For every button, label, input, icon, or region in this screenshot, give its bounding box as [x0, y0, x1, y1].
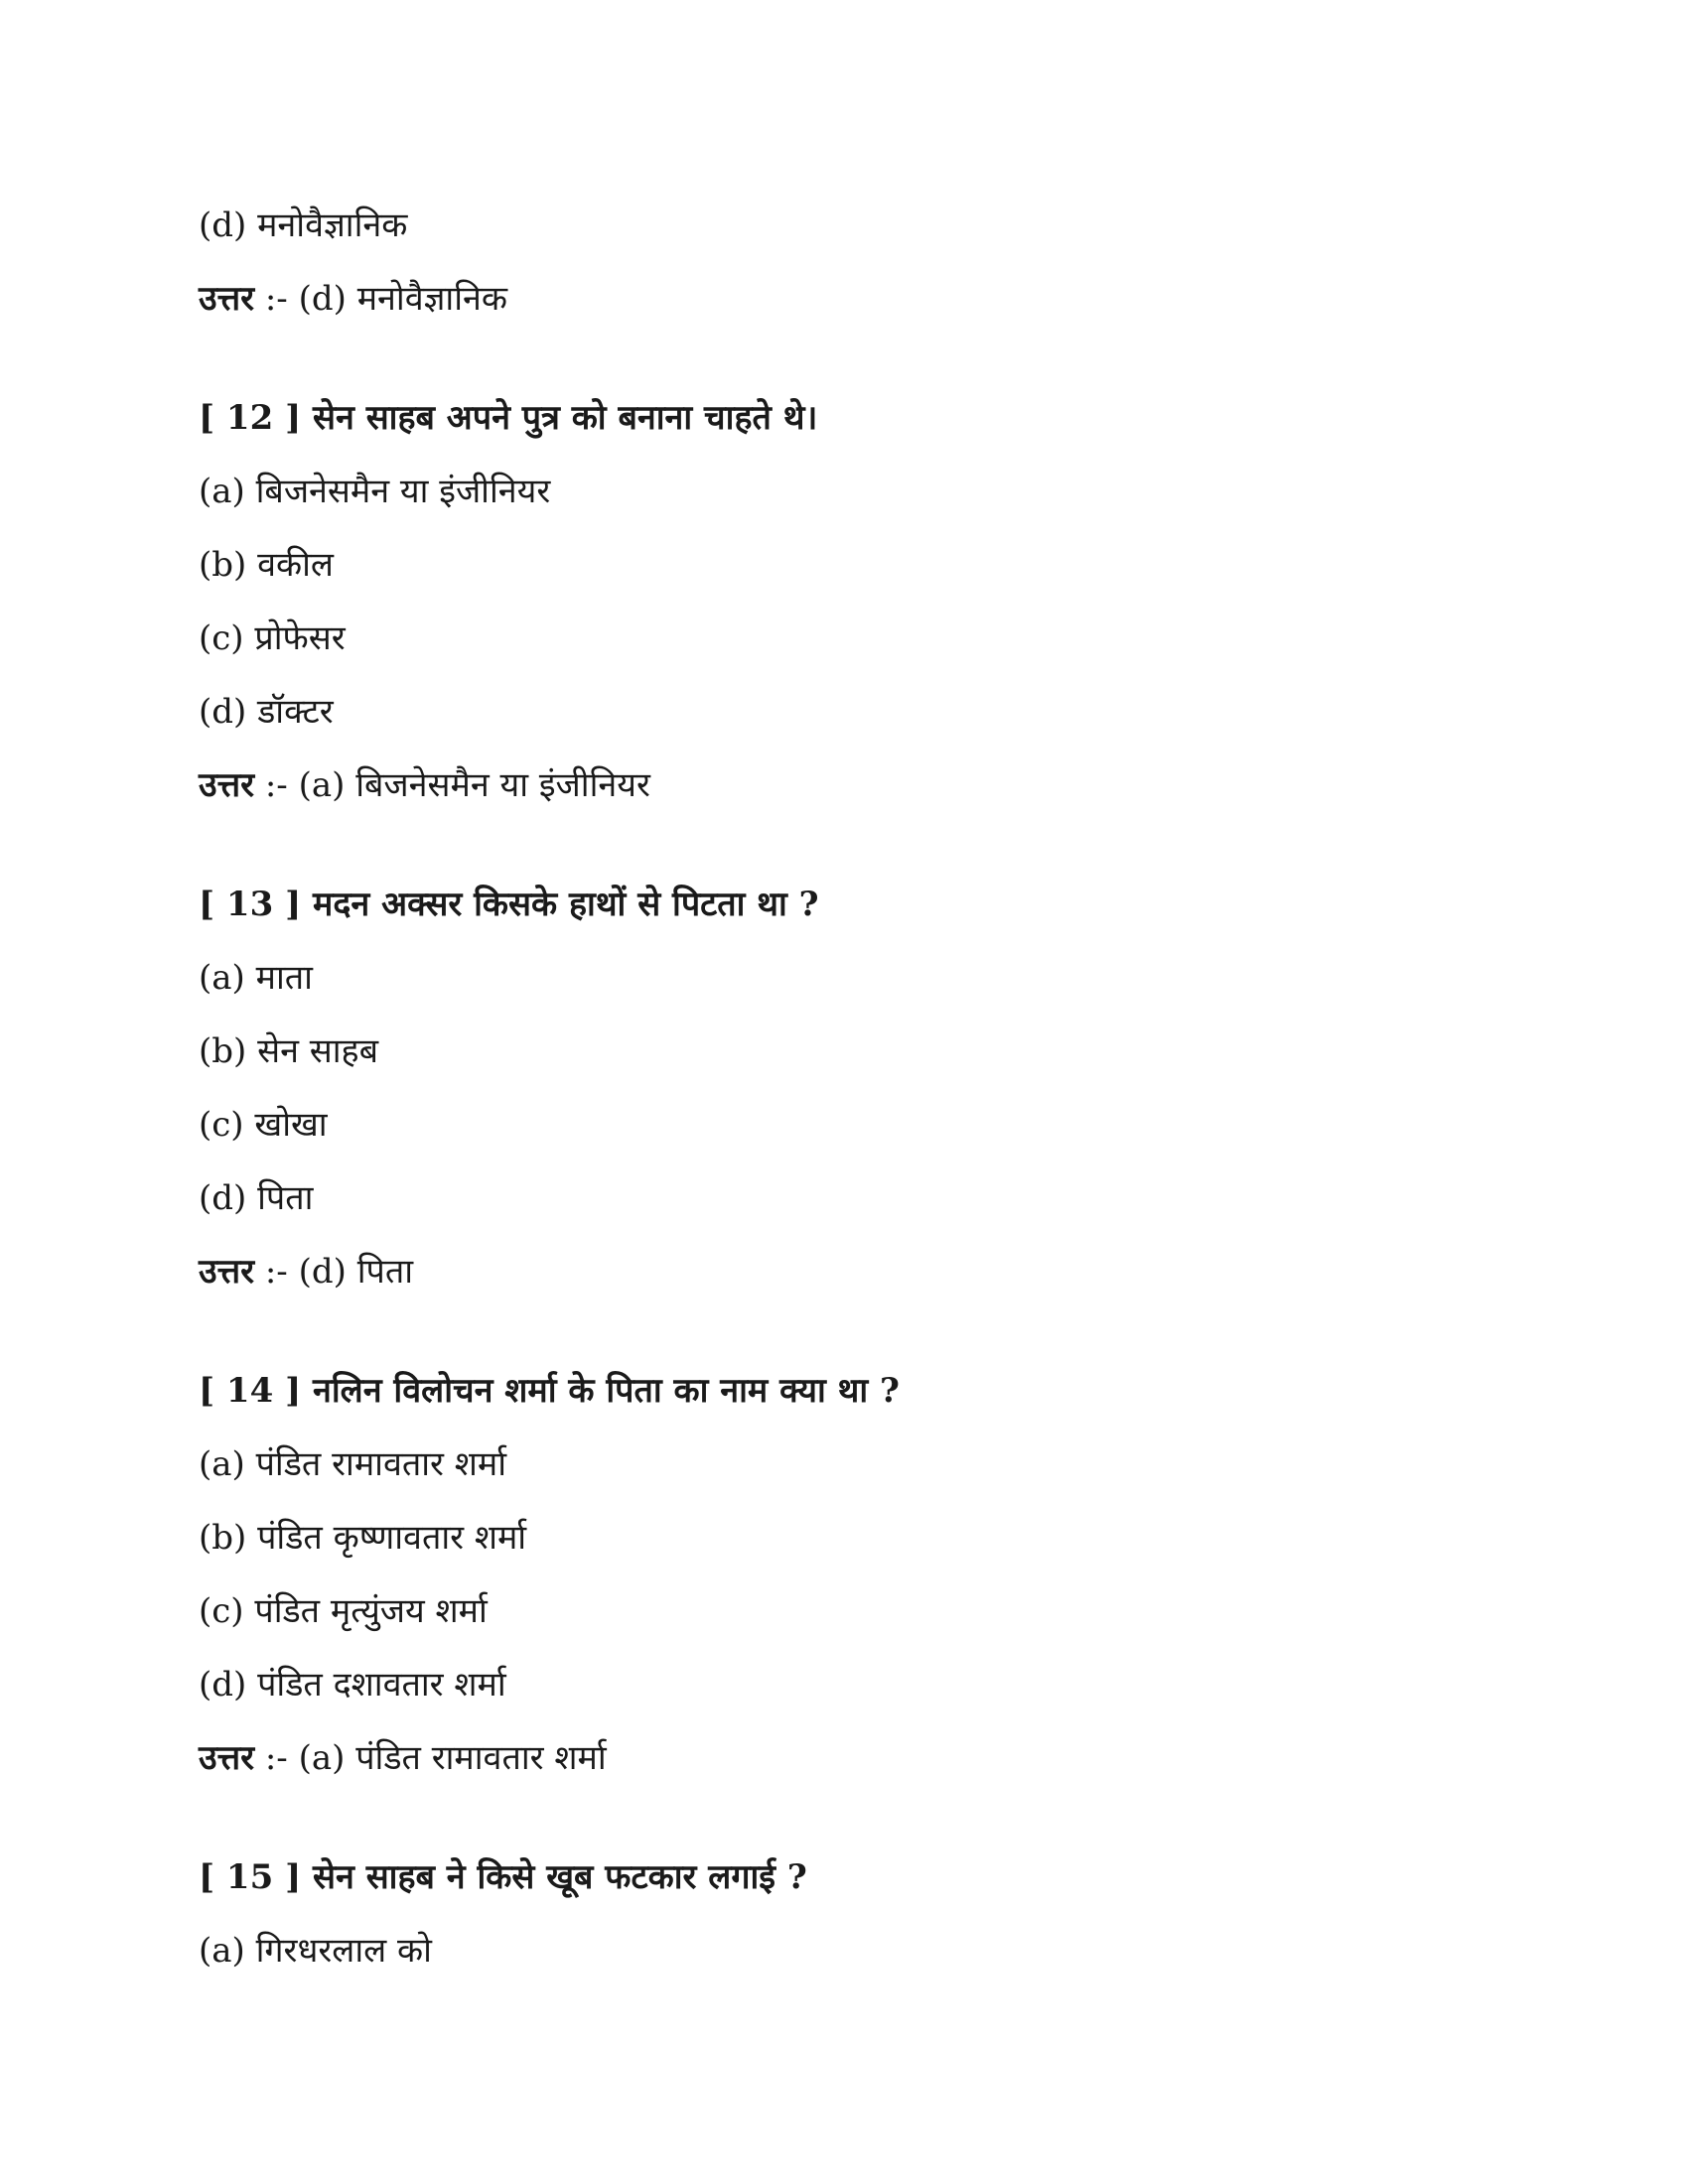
question-title: [ 13 ] मदन अक्सर किसके हाथों से पिटता था ? [199, 885, 819, 924]
option-d: (d) पिता [199, 1178, 314, 1218]
content [199, 189, 1489, 1987]
answer-label: उत्तर [199, 765, 255, 805]
answer-label: उत्तर [199, 1252, 255, 1292]
answer-text: :- (d) मनोवैज्ञानिक [254, 279, 508, 319]
option-a: (a) पंडित रामावतार शर्मा [199, 1444, 507, 1484]
answer-label: उत्तर [199, 1738, 255, 1778]
option-d: (d) डॉक्टर [199, 692, 334, 732]
answer-text: :- (d) पिता [254, 1252, 414, 1292]
option-b: (b) पंडित कृष्णावतार शर्मा [199, 1518, 527, 1558]
question-title: [ 15 ] सेन साहब ने किसे खूब फटकार लगाई ? [199, 1857, 807, 1897]
option-c: (c) प्रोफेसर [199, 618, 346, 658]
answer-text: :- (a) पंडित रामावतार शर्मा [254, 1738, 607, 1778]
answer-text: :- (a) बिजनेसमैन या इंजीनियर [254, 765, 650, 805]
option-b: (b) सेन साहब [199, 1031, 379, 1071]
answer-line [199, 749, 1489, 822]
option-b: (b) वकील [199, 545, 334, 585]
question-title: [ 14 ] नलिन विलोचन शर्मा के पिता का नाम क्या था ? [199, 1371, 900, 1411]
option-c: (c) खोखा [199, 1105, 328, 1145]
option-d: (d) पंडित दशावतार शर्मा [199, 1665, 506, 1705]
question-title: [ 12 ] सेन साहब अपने पुत्र को बनाना चाहते थे। [199, 398, 818, 438]
answer-label: उत्तर [199, 279, 255, 319]
option-a: (a) गिरधरलाल को [199, 1931, 432, 1971]
option-c: (c) पंडित मृत्युंजय शर्मा [199, 1591, 488, 1631]
option-a: (a) बिजनेसमैन या इंजीनियर [199, 472, 551, 511]
answer-line [199, 1721, 1489, 1795]
option-d: (d) मनोवैज्ञानिक [199, 205, 408, 245]
answer-line [199, 262, 1489, 336]
answer-line [199, 1235, 1489, 1308]
option-a: (a) माता [199, 958, 313, 998]
